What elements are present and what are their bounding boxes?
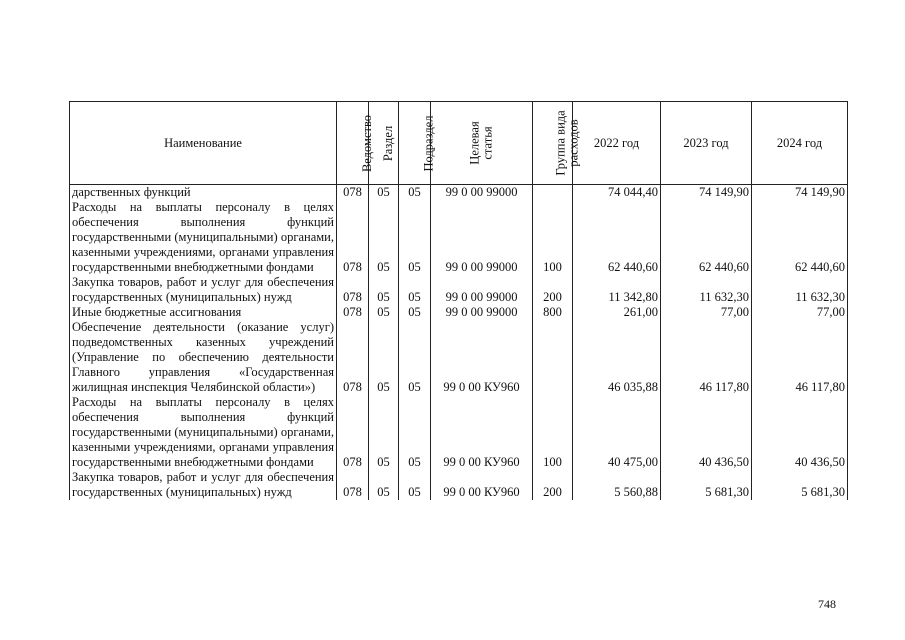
header-expense-type: Группа вида расходов [533, 102, 573, 185]
table-row [70, 185, 848, 201]
row-name: Обеспечение деятельности (оказание услуг) подведомственных казенных учреждений (Управление по обеспечению деятельности Главного управления «Государственная жилищная инспекция Челябинской области») [70, 320, 337, 395]
row-expense-type: 100 [533, 395, 573, 470]
row-target: 99 0 00 99000 [431, 200, 533, 275]
page-number: 748 [818, 597, 836, 611]
row-section: 05 [369, 305, 399, 320]
table-row [70, 395, 848, 470]
row-expense-type: 100 [533, 200, 573, 275]
row-dept: 078 [337, 320, 369, 395]
budget-table [69, 101, 848, 500]
row-dept: 078 [337, 395, 369, 470]
row-dept: 078 [337, 200, 369, 275]
header-section: Раздел [369, 102, 399, 185]
row-value-2024: 11 632,30 [752, 275, 848, 305]
table-row [70, 305, 848, 320]
row-value-2023: 77,00 [661, 305, 752, 320]
row-dept: 078 [337, 470, 369, 500]
table-row [70, 275, 848, 305]
row-value-2024: 40 436,50 [752, 395, 848, 470]
row-target: 99 0 00 КУ960 [431, 470, 533, 500]
row-section: 05 [369, 470, 399, 500]
row-dept: 078 [337, 275, 369, 305]
row-section: 05 [369, 275, 399, 305]
row-target: 99 0 00 99000 [431, 185, 533, 201]
row-target: 99 0 00 КУ960 [431, 395, 533, 470]
header-2022: 2022 год [573, 102, 661, 185]
row-value-2023: 62 440,60 [661, 200, 752, 275]
row-subsection: 05 [399, 320, 431, 395]
row-expense-type [533, 185, 573, 201]
row-name: Расходы на выплаты персоналу в целях обеспечения выполнения функций государственными (муниципальными) органами, казенными учреждениями, органами управления государственными внебюджетными фондами [70, 395, 337, 470]
row-value-2023: 5 681,30 [661, 470, 752, 500]
row-value-2024: 77,00 [752, 305, 848, 320]
row-expense-type [533, 320, 573, 395]
row-section: 05 [369, 200, 399, 275]
row-value-2022: 46 035,88 [573, 320, 661, 395]
header-dept: Ведомство [337, 102, 369, 185]
row-value-2024: 74 149,90 [752, 185, 848, 201]
row-section: 05 [369, 395, 399, 470]
row-subsection: 05 [399, 470, 431, 500]
table-row [70, 320, 848, 395]
header-subsection: Подраздел [399, 102, 431, 185]
row-subsection: 05 [399, 395, 431, 470]
row-name: Иные бюджетные ассигнования [70, 305, 337, 320]
header-name: Наименование [70, 102, 337, 185]
row-value-2022: 5 560,88 [573, 470, 661, 500]
row-target: 99 0 00 99000 [431, 305, 533, 320]
row-value-2022: 40 475,00 [573, 395, 661, 470]
row-name: дарственных функций [70, 185, 337, 201]
row-value-2024: 62 440,60 [752, 200, 848, 275]
row-value-2022: 11 342,80 [573, 275, 661, 305]
row-expense-type: 200 [533, 275, 573, 305]
row-value-2022: 62 440,60 [573, 200, 661, 275]
row-value-2023: 40 436,50 [661, 395, 752, 470]
row-subsection: 05 [399, 185, 431, 201]
row-dept: 078 [337, 185, 369, 201]
row-subsection: 05 [399, 275, 431, 305]
header-2024: 2024 год [752, 102, 848, 185]
row-target: 99 0 00 КУ960 [431, 320, 533, 395]
row-value-2023: 46 117,80 [661, 320, 752, 395]
table-header-row [70, 102, 848, 185]
row-subsection: 05 [399, 200, 431, 275]
row-value-2023: 74 149,90 [661, 185, 752, 201]
row-name: Закупка товаров, работ и услуг для обеспечения государственных (муниципальных) нужд [70, 470, 337, 500]
row-dept: 078 [337, 305, 369, 320]
row-value-2024: 5 681,30 [752, 470, 848, 500]
row-section: 05 [369, 185, 399, 201]
row-value-2022: 74 044,40 [573, 185, 661, 201]
row-expense-type: 200 [533, 470, 573, 500]
row-target: 99 0 00 99000 [431, 275, 533, 305]
row-subsection: 05 [399, 305, 431, 320]
row-expense-type: 800 [533, 305, 573, 320]
row-name: Расходы на выплаты персоналу в целях обеспечения выполнения функций государственными (муниципальными) органами, казенными учреждениями, органами управления государственными внебюджетными фондами [70, 200, 337, 275]
row-section: 05 [369, 320, 399, 395]
row-value-2022: 261,00 [573, 305, 661, 320]
row-value-2024: 46 117,80 [752, 320, 848, 395]
header-2023: 2023 год [661, 102, 752, 185]
row-value-2023: 11 632,30 [661, 275, 752, 305]
row-name: Закупка товаров, работ и услуг для обеспечения государственных (муниципальных) нужд [70, 275, 337, 305]
table-row [70, 470, 848, 500]
table-row [70, 200, 848, 275]
header-target: Целевая статья [431, 102, 533, 185]
